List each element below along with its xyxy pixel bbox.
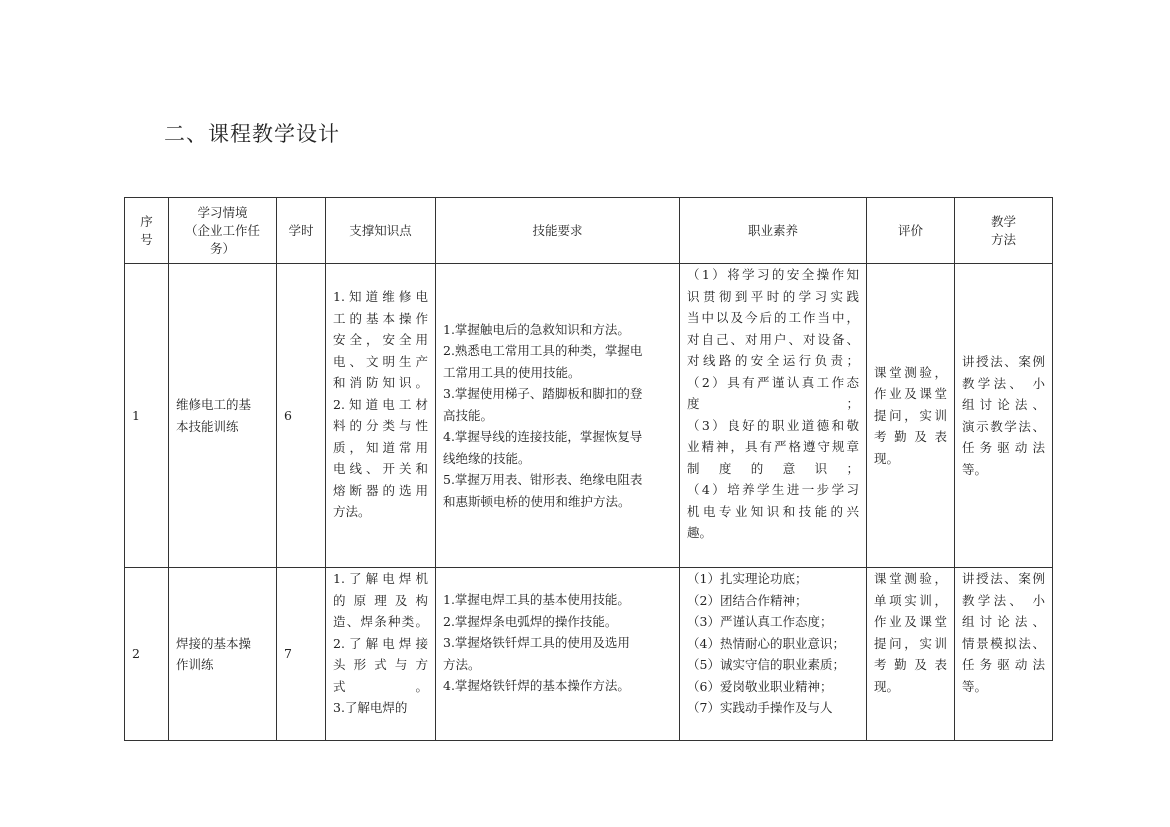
header-hours: 学时 bbox=[277, 198, 326, 264]
method-cell: 讲授法、案例 教学法、 小 组讨论法、 演示教学法、 任务驱动法 等。 bbox=[955, 264, 1053, 568]
scene-cell: 维修电工的基 本技能训练 bbox=[169, 264, 277, 568]
table-row bbox=[125, 568, 1053, 741]
seq-cell: 1 bbox=[125, 264, 169, 568]
evaluation-cell: 课堂测验， 单项实训， 作业及课堂 提问，实训 考勤及表 现。 bbox=[867, 568, 955, 741]
method-cell: 讲授法、案例 教学法、 小 组讨论法、 情景模拟法、 任务驱动法 等。 bbox=[955, 568, 1053, 741]
course-design-table bbox=[124, 197, 1053, 741]
header-method: 教学 方法 bbox=[955, 198, 1053, 264]
header-seq: 序 号 bbox=[125, 198, 169, 264]
quality-cell: （1）将学习的安全操作知 识贯彻到平时的学习实践 当中以及今后的工作当中， 对自己、对用户、对设备、 对线路的安全运行负责； （2）具有严谨认真工作态 度； （3）良好的职业道德和敬 业精神，具有严格遵守规章 制度的意识； （4）培养学生进一步学习 机电专业知识和技能的兴 趣。 bbox=[680, 264, 867, 568]
header-knowledge: 支撑知识点 bbox=[326, 198, 436, 264]
seq-cell: 2 bbox=[125, 568, 169, 741]
table-row bbox=[125, 264, 1053, 568]
hours-cell: 7 bbox=[277, 568, 326, 741]
evaluation-cell: 课堂测验， 作业及课堂 提问，实训 考勤及表 现。 bbox=[867, 264, 955, 568]
scene-cell: 焊接的基本操 作训练 bbox=[169, 568, 277, 741]
header-row bbox=[125, 198, 1053, 264]
skills-cell: 1.掌握电焊工具的基本使用技能。 2.掌握焊条电弧焊的操作技能。 3.掌握烙铁钎焊工具的使用及选用 方法。 4.掌握烙铁钎焊的基本操作方法。 bbox=[436, 568, 680, 741]
header-skills: 技能要求 bbox=[436, 198, 680, 264]
header-scene: 学习情境 （企业工作任 务） bbox=[169, 198, 277, 264]
knowledge-cell: 1.了解电焊机 的原理及构 造、焊条种类。 2.了解电焊接 头形式与方 式。 3.了解电焊的 bbox=[326, 568, 436, 741]
quality-cell: （1）扎实理论功底； （2）团结合作精神； （3）严谨认真工作态度； （4）热情耐心的职业意识； （5）诚实守信的职业素质； （6）爱岗敬业职业精神； （7）实践动手操作及与人 bbox=[680, 568, 867, 741]
hours-cell: 6 bbox=[277, 264, 326, 568]
section-heading: 二、课程教学设计 bbox=[164, 122, 340, 146]
skills-cell: 1.掌握触电后的急救知识和方法。 2.熟悉电工常用工具的种类，掌握电 工常用工具的使用技能。 3.掌握使用梯子、踏脚板和脚扣的登 高技能。 4.掌握导线的连接技能，掌握恢复导 线绝缘的技能。 5.掌握万用表、钳形表、绝缘电阻表 和惠斯顿电桥的使用和维护方法。 bbox=[436, 264, 680, 568]
header-evaluation: 评价 bbox=[867, 198, 955, 264]
header-quality: 职业素养 bbox=[680, 198, 867, 264]
knowledge-cell: 1.知道维修电 工的基本操作 安全，安全用 电、文明生产 和消防知识。 2.知道电工材 料的分类与性 质，知道常用 电线、开关和 熔断器的选用 方法。 bbox=[326, 264, 436, 568]
